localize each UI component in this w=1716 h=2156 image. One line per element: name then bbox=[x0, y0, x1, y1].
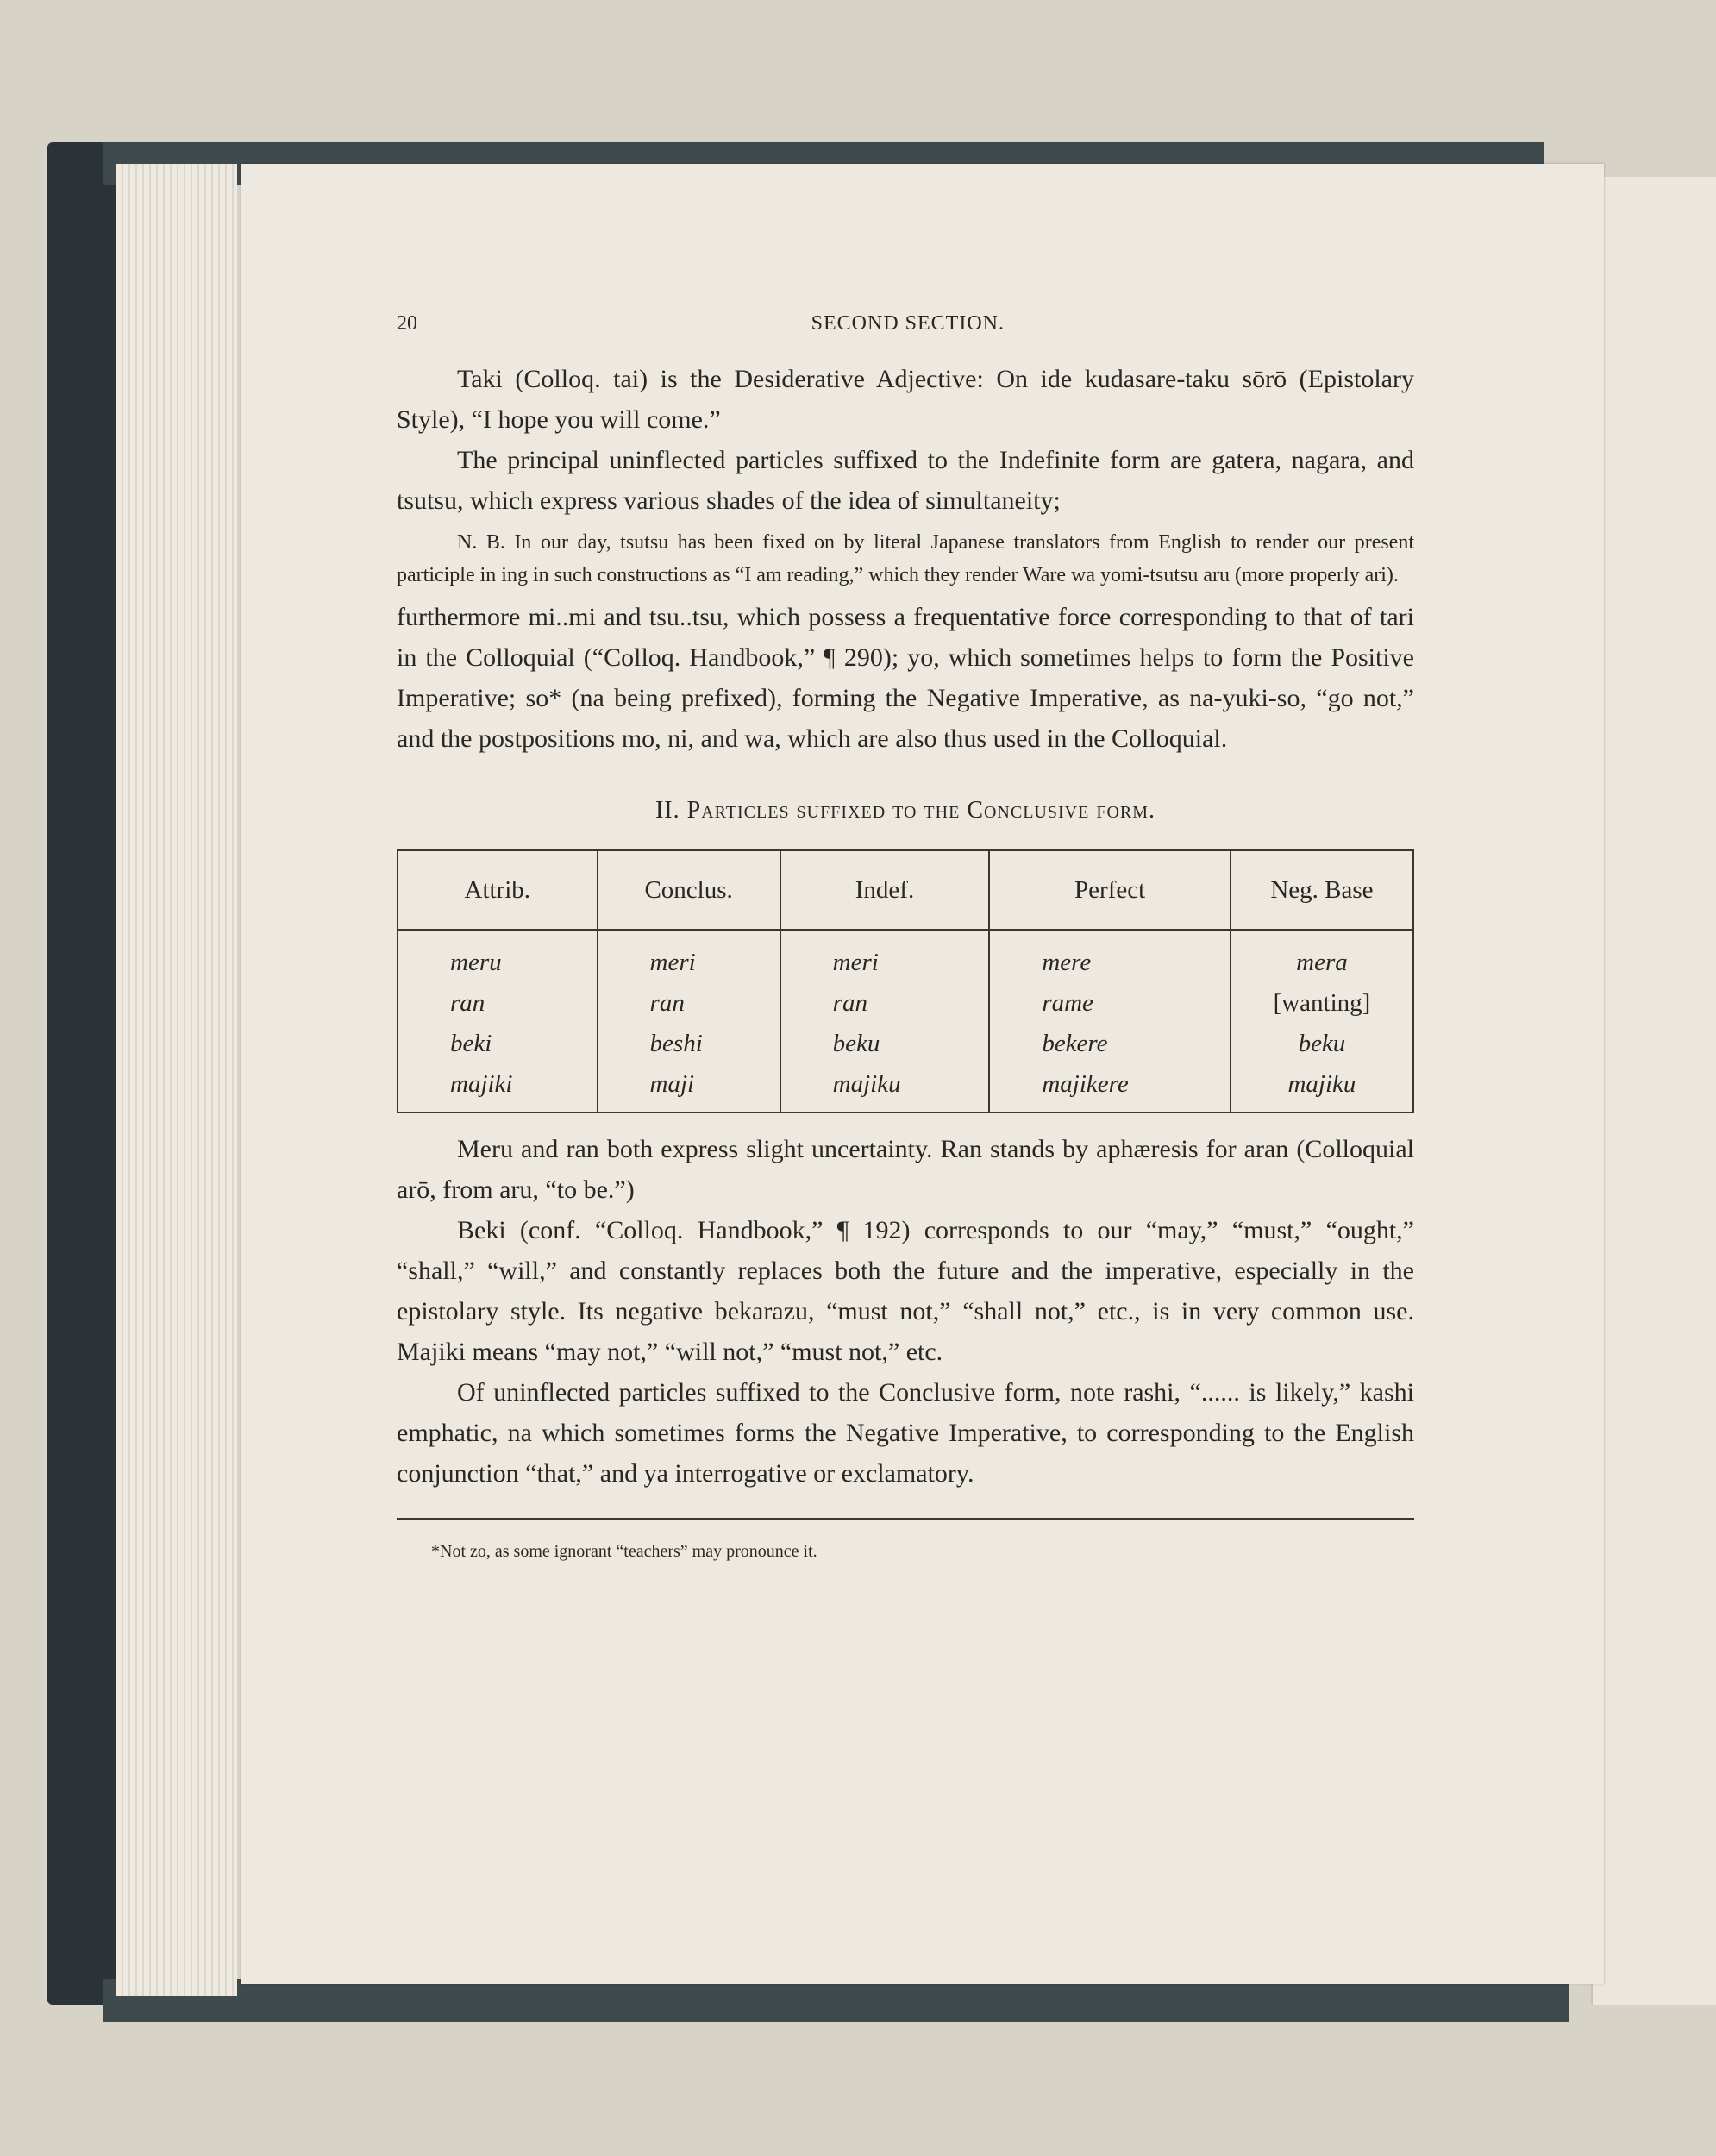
page-edges bbox=[116, 164, 237, 1996]
page-number: 20 bbox=[397, 312, 417, 335]
table-cell: meru bbox=[398, 930, 598, 983]
table-cell: ran bbox=[598, 983, 780, 1024]
section-heading: II. Particles suffixed to the Conclusive form. bbox=[654, 797, 1156, 824]
header-perfect: Perfect bbox=[989, 850, 1231, 930]
paragraph-indefinite-particles: The principal uninflected particles suffixed to the Indefinite form are gatera, nagara, and tsutsu, which express various shades of the idea of simultaneity; bbox=[397, 446, 1414, 515]
paragraph-meru-ran: Meru and ran both express slight uncertainty. Ran stands by aphæresis for aran (Colloquial arō, from aru, “to be.”) bbox=[397, 1135, 1414, 1204]
book-page bbox=[241, 164, 1604, 1984]
table-row bbox=[398, 930, 1413, 983]
page-text bbox=[397, 310, 1414, 1564]
table-cell: meri bbox=[598, 930, 780, 983]
table-cell: beshi bbox=[598, 1024, 780, 1064]
footnote-divider bbox=[397, 1518, 1414, 1520]
table-cell: beku bbox=[1231, 1024, 1413, 1064]
table-cell: bekere bbox=[989, 1024, 1231, 1064]
table-cell: meri bbox=[780, 930, 990, 983]
table-cell: beki bbox=[398, 1024, 598, 1064]
header-attrib: Attrib. bbox=[398, 850, 598, 930]
table-cell: rame bbox=[989, 983, 1231, 1024]
table-row bbox=[398, 983, 1413, 1024]
book-cover-bottom bbox=[103, 1979, 1569, 2022]
table-cell: majiki bbox=[398, 1064, 598, 1112]
table-cell: majiku bbox=[780, 1064, 990, 1112]
footnote: *Not zo, as some ignorant “teachers” may pronounce it. bbox=[431, 1542, 817, 1561]
header-indef: Indef. bbox=[780, 850, 990, 930]
table-cell: ran bbox=[398, 983, 598, 1024]
page-header bbox=[397, 310, 1414, 336]
table-header-row bbox=[398, 850, 1413, 930]
paragraph-beki: Beki (conf. “Colloq. Handbook,” ¶ 192) corresponds to our “may,” “must,” “ought,” “shall,” “will,” and constantly replaces both the future and the imperative, especially in the epistolary style. Its negative bekarazu, “must not,” “shall not,” etc., is in very common use. Majiki means “may not,” “will not,” “must not,” etc. bbox=[397, 1216, 1414, 1366]
paragraph-taki: Taki (Colloq. tai) is the Desiderative Adjective: On ide kudasare-taku sōrō (Epistolary Style), “I hope you will come.” bbox=[397, 365, 1414, 434]
table-cell: majikere bbox=[989, 1064, 1231, 1112]
table-row bbox=[398, 1064, 1413, 1112]
table-cell: majiku bbox=[1231, 1064, 1413, 1112]
running-title: SECOND SECTION. bbox=[811, 312, 1005, 335]
particles-table bbox=[397, 849, 1414, 1113]
header-neg-base: Neg. Base bbox=[1231, 850, 1413, 930]
table-row bbox=[398, 1024, 1413, 1064]
table-cell: mera bbox=[1231, 930, 1413, 983]
table-cell: ran bbox=[780, 983, 990, 1024]
table-cell: maji bbox=[598, 1064, 780, 1112]
table-cell: mere bbox=[989, 930, 1231, 983]
table-cell: [wanting] bbox=[1231, 983, 1413, 1024]
nb-note: N. B. In our day, tsutsu has been fixed on by literal Japanese translators from English to render our present participle in ing in such constructions as “I am reading,” which they render Ware wa yomi-tsutsu aru (more properly ari). bbox=[397, 531, 1414, 586]
paragraph-furthermore: furthermore mi..mi and tsu..tsu, which possess a frequentative force corresponding to that of tari in the Colloquial (“Colloq. Handbook,” ¶ 290); yo, which sometimes helps to form the Positive Imperative; so* (na being prefixed), forming the Negative Imperative, as na-yuki-so, “go not,” and the postpositions mo, ni, and wa, which are also thus used in the Colloquial. bbox=[397, 603, 1414, 753]
paragraph-uninflected: Of uninflected particles suffixed to the Conclusive form, note rashi, “...... is likely,” kashi emphatic, na which sometimes forms the Negative Imperative, to corresponding to the English conjunction “that,” and ya interrogative or exclamatory. bbox=[397, 1378, 1414, 1488]
facing-page bbox=[1591, 177, 1716, 2005]
header-conclus: Conclus. bbox=[598, 850, 780, 930]
table-cell: beku bbox=[780, 1024, 990, 1064]
